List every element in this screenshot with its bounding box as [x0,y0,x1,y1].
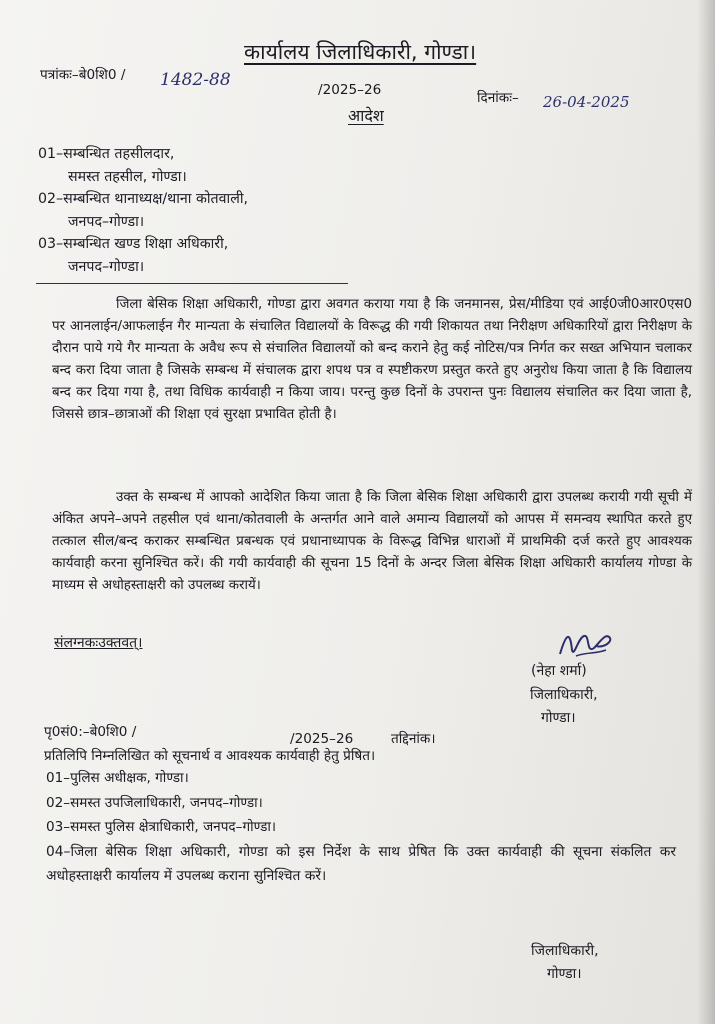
order-title: आदेश [348,106,384,125]
copy-dated: तद्दिनांक। [391,731,436,747]
handwritten-signature-icon [556,624,614,664]
ref-label: पत्रांकः–बे0शि0 / [40,67,126,83]
office-title: कार्यालय जिलाधिकारी, गोण्डा। [244,40,477,64]
recipient-1-line2: समस्त तहसील, गोण्डा। [68,169,187,185]
body-paragraph-1-text: जिला बेसिक शिक्षा अधिकारी, गोण्डा द्वारा अवगत कराया गया है कि जनमानस, प्रेस/मीडिया एवं आई0जी0आर0एस0 पर आनलाईन/आफलाईन गैर मान्यता के संचालित विद्यालयों के विरूद्ध की गयी शिकायत तथा निरीक्षण अधिकारियों द्वारा निरीक्षण के दौरान पाये गये गैर मान्यता के अवैध रूप से संचालित विद्यालयों को बन्द कराने हेतु कई नोटिस/पत्र निर्गत कर सख्त अभियान चलाकर बन्द करा दिया जाता है जिसके सम्बन्ध में संचालक द्वारा शपथ पत्र व स्पष्टीकरण प्रस्तुत करते हुए अनुरोध किया जाता है कि विद्यालय बन्द कर दिया गया है, तथा विधिक कार्यवाही न किया जाय। परन्तु कुछ दिनों के उपरान्त पुनः विद्यालय संचालित कर दिया जाता है, जिससे छात्र–छात्राओं की शिक्षा एवं सुरक्षा प्रभावित होती है। [52,297,692,422]
ref-number-handwritten: 1482-88 [160,70,231,90]
copy-item-2: 02–समस्त उपजिलाधिकारी, जनपद–गोण्डा। [46,795,263,811]
body-paragraph-2-text: उक्त के सम्बन्ध में आपको आदेशित किया जाता है कि जिला बेसिक शिक्षा अधिकारी द्वारा उपलब्ध करायी गयी सूची में अंकित अपने–अपने तहसील एवं थाना/कोतवाली के अन्तर्गत आने वाले अमान्य विद्यालयों को आपस में समन्वय स्थापित करते हुए तत्काल सील/बन्द कराकर सम्बन्धित प्रबन्धक एवं प्रधानाध्यापक के विरूद्ध विभिन्न धाराओं में प्राथमिकी दर्ज करते हुए आवश्यक कार्यवाही करना सुनिश्चित करें। की गयी कार्यवाही की सूचना 15 दिनों के अन्दर जिला बेसिक शिक्षा अधिकारी कार्यालय गोण्डा के माध्यम से अधोहस्ताक्षरी को उपलब्ध करायें। [52,490,692,593]
recipient-2-line1: 02–सम्बन्धित थानाध्यक्ष/थाना कोतवाली, [38,191,249,207]
signatory-designation: जिलाधिकारी, [530,687,598,703]
signatory-name: (नेहा शर्मा) [531,663,587,679]
copy-item-3: 03–समस्त पुलिस क्षेत्राधिकारी, जनपद–गोण्डा। [46,819,277,835]
ref-year: /2025–26 [318,82,382,98]
footer-place: गोण्डा। [547,966,582,982]
copy-ref: पृ0सं0:–बे0शि0 / [44,724,137,740]
body-paragraph-1 [52,294,692,426]
recipient-1-line1: 01–सम्बन्धित तहसीलदार, [38,146,175,162]
separator-rule [36,283,348,284]
enclosure-label: संलग्नकःउक्तवत्। [54,635,143,651]
recipient-2-line2: जनपद–गोण्डा। [68,214,145,230]
footer-designation: जिलाधिकारी, [531,943,599,959]
copy-item-4: 04–जिला बेसिक शिक्षा अधिकारी, गोण्डा को इस निर्देश के साथ प्रेषित कि उक्त कार्यवाही की सूचना संकलित कर अधोहस्ताक्षरी कार्यालय में उपलब्ध कराना सुनिश्चित करें। [46,844,676,884]
signatory-place: गोण्डा। [541,710,576,726]
recipient-3-line1: 03–सम्बन्धित खण्ड शिक्षा अधिकारी, [38,236,229,252]
copy-year: /2025–26 [290,731,354,747]
body-paragraph-2 [52,487,692,597]
copy-intro: प्रतिलिपि निम्नलिखित को सूचनार्थ व आवश्यक कार्यवाही हेतु प्रेषित। [44,748,376,764]
recipient-3-line2: जनपद–गोण्डा। [68,259,145,275]
copy-item-1: 01–पुलिस अधीक्षक, गोण्डा। [46,770,189,786]
date-handwritten: 26-04-2025 [543,93,630,111]
date-label: दिनांकः– [477,90,519,106]
